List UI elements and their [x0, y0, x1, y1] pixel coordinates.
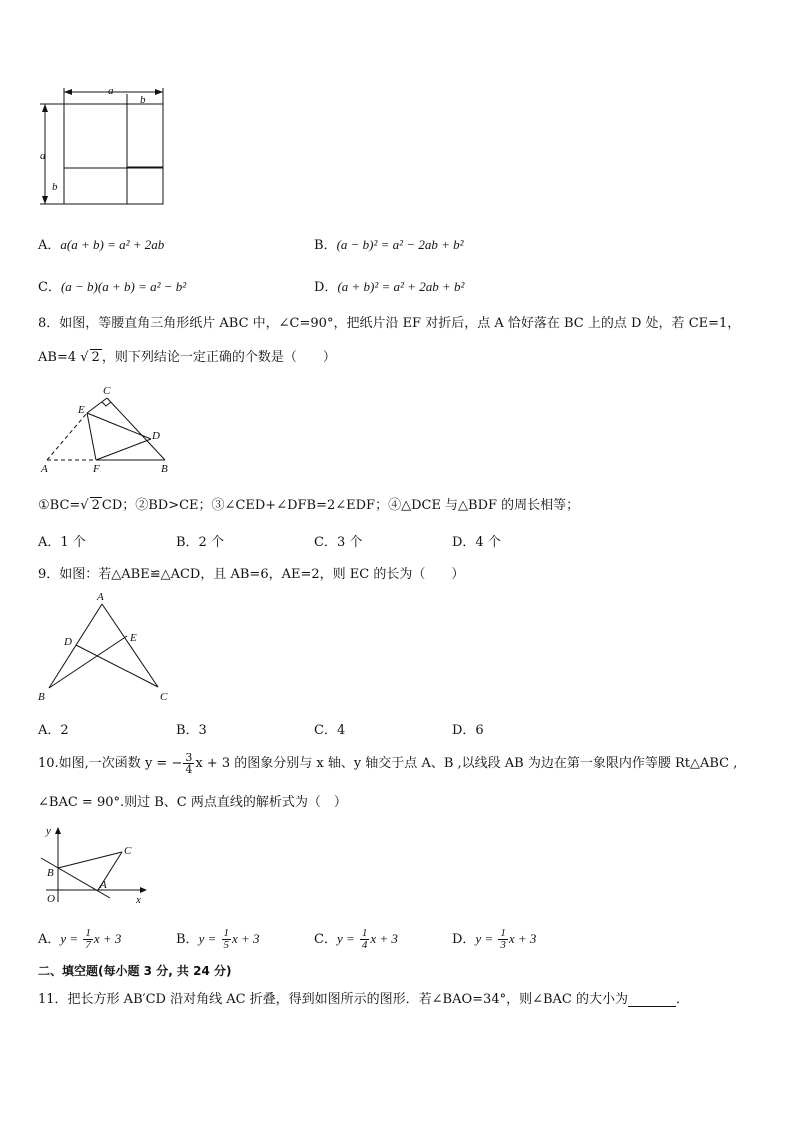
q10-label-y: y — [46, 825, 51, 837]
q8-label-f: F — [93, 463, 100, 475]
q8-label-b: B — [161, 463, 168, 475]
q7-option-d: D．(a + b)² = a² + 2ab + b² — [314, 279, 465, 295]
q9-figure — [36, 588, 176, 708]
fig7-label-b-left: b — [52, 181, 58, 193]
q10-stem-line1: 10.如图,一次函数 y = − $\frac{3}{4}$ x + 3 的图象分别与 x 轴、y 轴交于点 A、B ,以线段 AB 为边在第一象限内作等腰 Rt△ABC , — [38, 751, 738, 776]
q11-stem: 11．把长方形 AB′CD 沿对角线 AC 折叠，得到如图所示的图形．若∠BAO=34°，则∠BAC 的大小为 ． — [38, 992, 690, 1007]
q10-option-b: B．y = $\frac{1}{5}$ x + 3 — [176, 927, 260, 951]
q8-option-b: B．2 个 — [176, 535, 224, 550]
q8-stem-line2: AB=4 √ 2 ，则下列结论一定正确的个数是（ ） — [38, 350, 336, 365]
q10-label-b: B — [47, 867, 54, 879]
q9-stem: 9．如图：若△ABE≌△ACD，且 AB=6，AE=2，则 EC 的长为（ ） — [38, 567, 465, 582]
q10-label-c: C — [124, 845, 132, 857]
q10-label-a: A — [100, 879, 107, 891]
q9-label-e: E — [130, 632, 137, 644]
q8-label-a: A — [41, 463, 48, 475]
q8-stem-line1: 8．如图，等腰直角三角形纸片 ABC 中，∠C=90°，把纸片沿 EF 对折后，点 A 恰好落在 BC 上的点 D 处，若 CE=1， — [38, 316, 741, 331]
q10-label-x: x — [136, 894, 141, 906]
q10-label-o: O — [47, 893, 55, 905]
q7-figure — [36, 82, 176, 212]
q10-figure — [36, 822, 156, 912]
q9-option-c: C．4 — [314, 723, 346, 738]
q8-label-d: D — [152, 430, 160, 442]
section-title-fill-in: 二、填空题(每小题 3 分, 共 24 分) — [38, 964, 232, 978]
q8-option-d: D．4 个 — [452, 535, 501, 550]
q9-label-a: A — [97, 591, 104, 603]
q8-option-a: A．1 个 — [38, 535, 86, 550]
q9-label-d: D — [64, 636, 72, 648]
fig7-label-a-left: a — [40, 150, 46, 162]
q9-option-d: D．6 — [452, 723, 484, 738]
q10-option-a: A．y = $\frac{1}{7}$ x + 3 — [38, 927, 122, 951]
q8-label-e: E — [78, 404, 85, 416]
q10-option-d: D．y = $\frac{1}{3}$ x + 3 — [452, 927, 537, 951]
q7-option-c: C．(a − b)(a + b) = a² − b² — [38, 279, 187, 295]
q8-statements: ①BC=√ 2 CD；②BD>CE；③∠CED+∠DFB=2∠EDF；④△DCE 与△BDF 的周长相等； — [38, 498, 580, 513]
fig7-label-a-top: a — [108, 85, 114, 97]
q8-figure — [38, 384, 188, 476]
q8-label-c: C — [103, 385, 111, 397]
q7-option-b: B．(a − b)² = a² − 2ab + b² — [314, 237, 464, 253]
q9-option-a: A．2 — [38, 723, 69, 738]
q10-stem-line2: ∠BAC = 90°.则过 B、C 两点直线的解析式为（ ） — [38, 795, 347, 810]
fig7-label-b-top: b — [140, 94, 146, 106]
q9-label-b: B — [38, 691, 45, 703]
q9-option-b: B．3 — [176, 723, 207, 738]
q8-option-c: C．3 个 — [314, 535, 363, 550]
q11-answer-blank — [628, 994, 676, 1007]
q9-label-c: C — [160, 691, 168, 703]
q10-option-c: C．y = $\frac{1}{4}$ x + 3 — [314, 927, 398, 951]
q7-option-a: A．a(a + b) = a² + 2ab — [38, 237, 165, 253]
